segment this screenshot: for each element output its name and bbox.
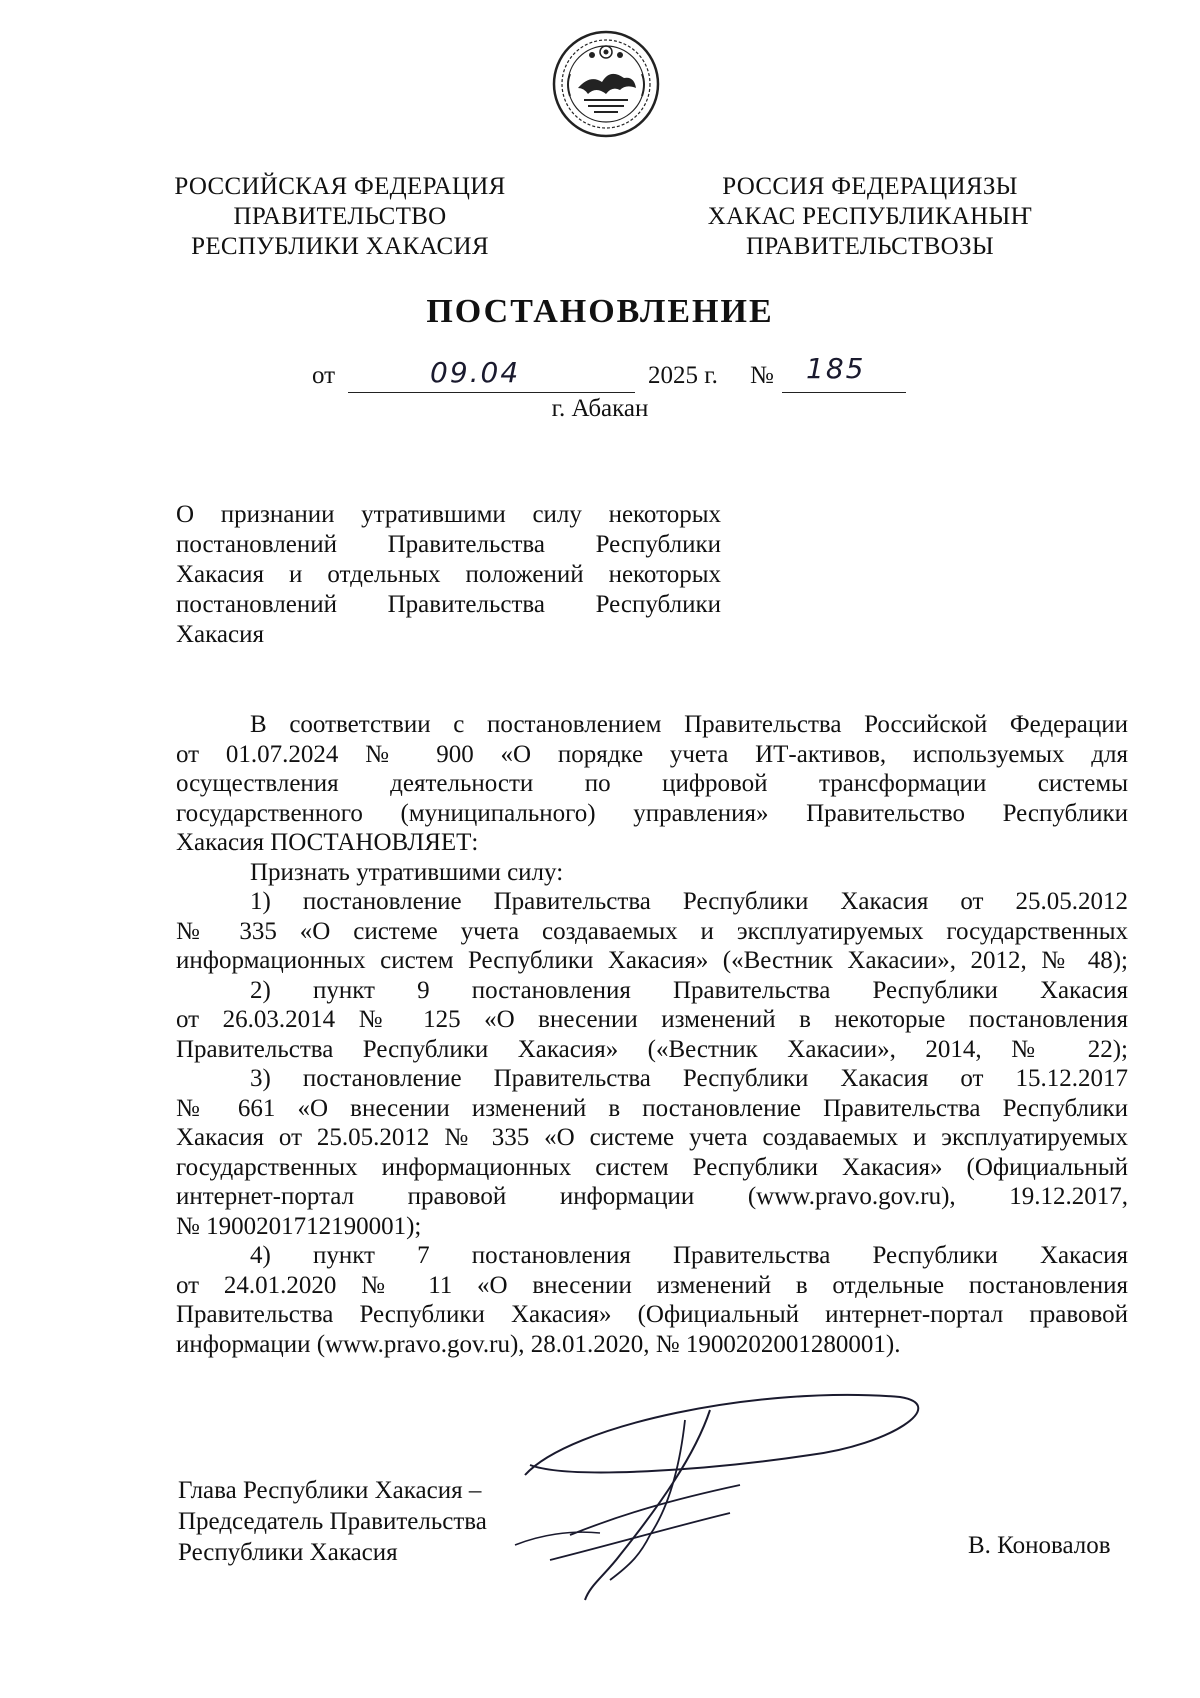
subject-line: постановлений Правительства Республики [176, 591, 721, 618]
position-line: Республики Хакасия [178, 1539, 398, 1566]
body-line: от 24.01.2020 № 11 «О внесении изменений в отдельные постановления [176, 1271, 1128, 1299]
body-line: Правительства Республики Хакасия» (Официальный интернет-портал правовой [176, 1301, 1128, 1328]
body-line: интернет-портал правовой информации (www.pravo.gov.ru), 19.12.2017, [176, 1183, 1128, 1210]
body-line: Хакасия ПОСТАНОВЛЯЕТ: [176, 829, 479, 856]
position-line: Глава Республики Хакасия – [178, 1477, 482, 1504]
subject-line: Хакасия [176, 621, 264, 648]
body-line: № 335 «О системе учета создаваемых и эксплуатируемых государственных [176, 917, 1128, 945]
number-sign: № [750, 362, 774, 389]
city: г. Абакан [551, 395, 649, 422]
subject-line: постановлений Правительства Республики [176, 531, 721, 558]
list-item-1: 1) постановление Правительства Республики Хакасия от 25.05.2012 [250, 888, 1128, 915]
body-line: Правительства Республики Хакасия» («Вестник Хакасии», 2014, № 22); [176, 1035, 1128, 1063]
list-item-2: 2) пункт 9 постановления Правительства Республики Хакасия [250, 976, 1128, 1004]
coat-of-arms-icon [550, 28, 662, 140]
subject-line: О признании утратившими силу некоторых [176, 501, 721, 528]
date-prefix: от [312, 362, 336, 389]
subject-block [176, 500, 721, 650]
body-line: В соответствии с постановлением Правительства Российской Федерации [250, 711, 1128, 738]
header-left-line: РЕСПУБЛИКИ ХАКАСИЯ [191, 233, 489, 260]
header-left-line: ПРАВИТЕЛЬСТВО [233, 203, 447, 230]
body-line: № 661 «О внесении изменений в постановление Правительства Республики [176, 1094, 1128, 1122]
document-title: ПОСТАНОВЛЕНИЕ [426, 293, 774, 330]
body-line: от 01.07.2024 № 900 «О порядке учета ИТ-активов, используемых для [176, 740, 1128, 768]
header-right-line: РОССИЯ ФЕДЕРАЦИЯЗЫ [722, 173, 1018, 200]
header-left-line: РОССИЙСКАЯ ФЕДЕРАЦИЯ [174, 173, 506, 200]
subject-line: Хакасия и отдельных положений некоторых [176, 561, 721, 588]
body-line: № 1900201712190001); [176, 1212, 422, 1240]
body-line: государственного (муниципального) управления» Правительство Республики [176, 799, 1128, 827]
handwritten-number: 185 [806, 352, 866, 385]
list-item-4: 4) пункт 7 постановления Правительства Республики Хакасия [250, 1242, 1128, 1269]
handwritten-signature [510, 1385, 930, 1620]
body-line: от 26.03.2014 № 125 «О внесении изменений в некоторые постановления [176, 1006, 1128, 1033]
body-text [176, 710, 1128, 1359]
header-left [160, 172, 520, 262]
header-right-line: ХАКАС РЕСПУБЛИКАНЫҤ [707, 203, 1033, 230]
handwritten-date: 09.04 [430, 356, 521, 389]
list-item-3: 3) постановление Правительства Республики Хакасия от 15.12.2017 [250, 1065, 1128, 1092]
signatory-position [178, 1475, 487, 1568]
body-line: Хакасия от 25.05.2012 № 335 «О системе учета создаваемых и эксплуатируемых [176, 1124, 1128, 1151]
date-year: 2025 г. [648, 362, 718, 389]
header-right-line: ПРАВИТЕЛЬСТВОЗЫ [746, 233, 994, 260]
position-line: Председатель Правительства [178, 1508, 487, 1535]
body-line: Признать утратившими силу: [250, 858, 564, 886]
header-right [690, 172, 1050, 262]
signatory-name: В. Коновалов [968, 1532, 1111, 1559]
body-line: информации (www.pravo.gov.ru), 28.01.2020, № 1900202001280001). [176, 1330, 901, 1358]
body-line: информационных систем Республики Хакасия» («Вестник Хакасии», 2012, № 48); [176, 947, 1128, 974]
body-line: государственных информационных систем Республики Хакасия» (Официальный [176, 1153, 1128, 1181]
body-line: осуществления деятельности по цифровой трансформации системы [176, 770, 1128, 797]
